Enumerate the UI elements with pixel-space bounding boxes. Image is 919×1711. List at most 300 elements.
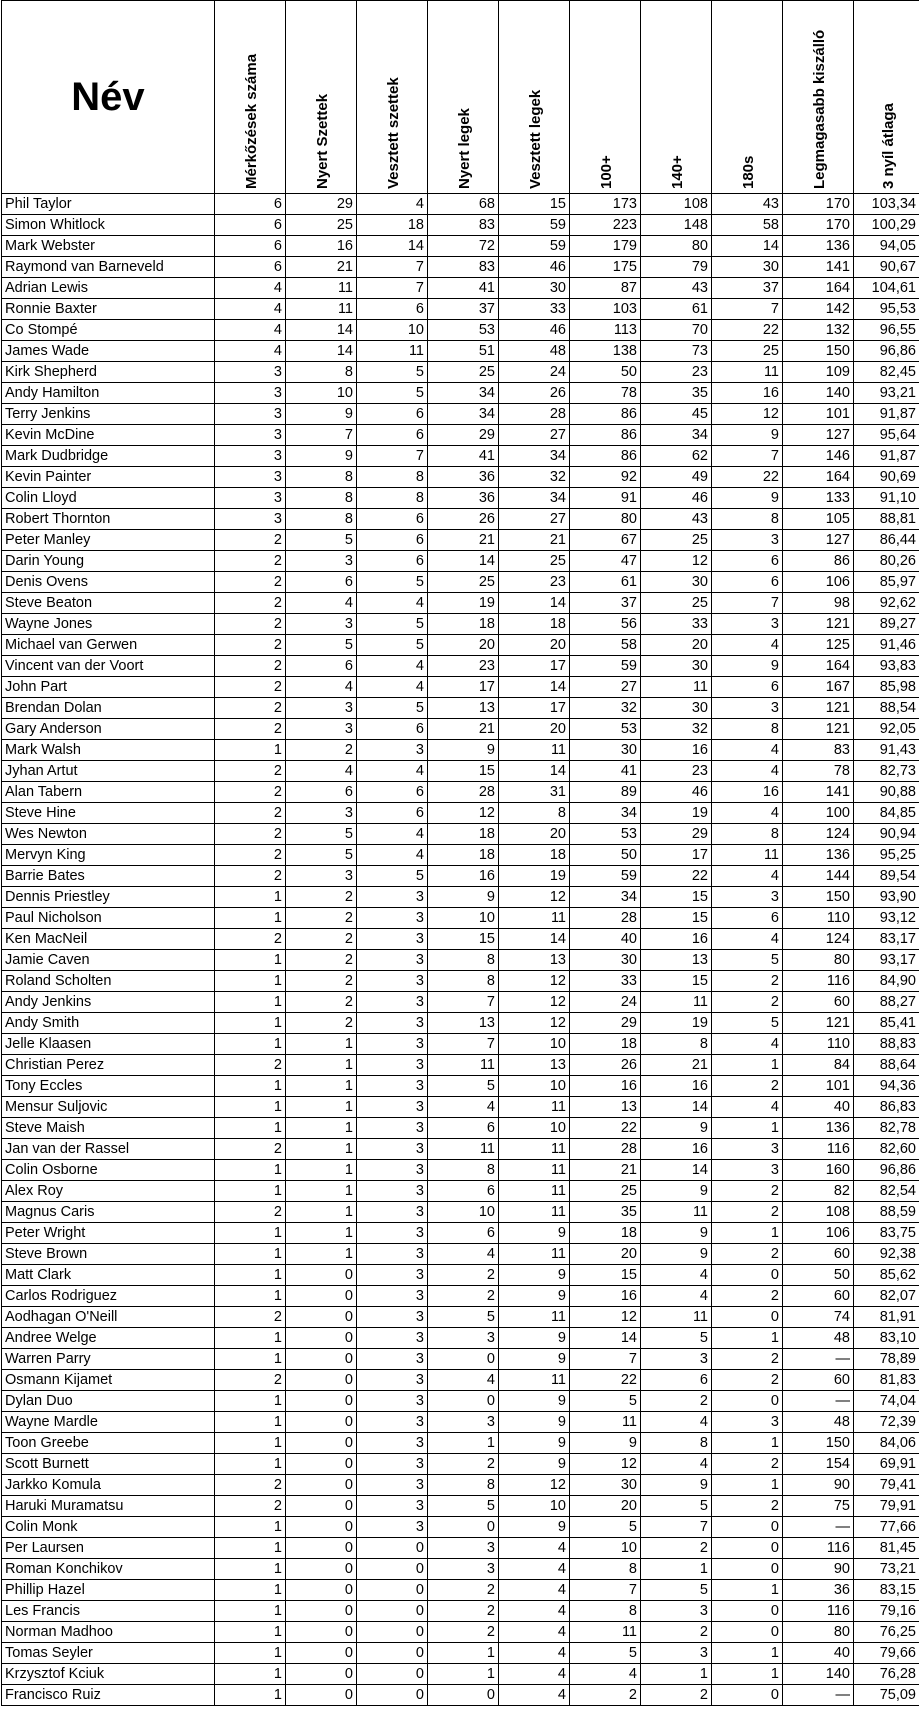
stat-cell: 2 xyxy=(215,824,286,845)
stat-cell: 91,87 xyxy=(854,446,919,467)
column-header-name: Név xyxy=(2,1,215,194)
table-row xyxy=(2,635,919,656)
stat-cell: 26 xyxy=(499,383,570,404)
stat-cell: 5 xyxy=(286,530,357,551)
player-name-cell: Simon Whitlock xyxy=(2,215,215,236)
stat-cell: 11 xyxy=(499,1370,570,1391)
stat-cell: 19 xyxy=(499,866,570,887)
stat-cell: 58 xyxy=(570,635,641,656)
stat-cell: 11 xyxy=(499,908,570,929)
stat-cell: 3 xyxy=(357,929,428,950)
stat-cell: 0 xyxy=(286,1517,357,1538)
stat-cell: 15 xyxy=(499,194,570,215)
stat-cell: 1 xyxy=(215,1454,286,1475)
stat-cell: 4 xyxy=(641,1286,712,1307)
column-header-label: Nyert legek xyxy=(456,108,473,189)
stat-cell: 19 xyxy=(428,593,499,614)
stat-cell: 81,83 xyxy=(854,1370,919,1391)
stat-cell: 2 xyxy=(712,992,783,1013)
stat-cell: 0 xyxy=(712,1622,783,1643)
stat-cell: 16 xyxy=(641,740,712,761)
stat-cell: 3 xyxy=(357,950,428,971)
table-row xyxy=(2,383,919,404)
stat-cell: 92,62 xyxy=(854,593,919,614)
player-name-cell: Carlos Rodriguez xyxy=(2,1286,215,1307)
stat-cell: 5 xyxy=(357,572,428,593)
stat-cell: 67 xyxy=(570,530,641,551)
table-row xyxy=(2,719,919,740)
stat-cell: 95,25 xyxy=(854,845,919,866)
stat-cell: 13 xyxy=(570,1097,641,1118)
table-row xyxy=(2,1622,919,1643)
stat-cell: 8 xyxy=(428,1160,499,1181)
stat-cell: 86 xyxy=(570,404,641,425)
table-row xyxy=(2,1496,919,1517)
stat-cell: 0 xyxy=(357,1622,428,1643)
stat-cell: 83 xyxy=(428,215,499,236)
column-header xyxy=(854,1,919,194)
player-name-cell: Roman Konchikov xyxy=(2,1559,215,1580)
stat-cell: 13 xyxy=(428,698,499,719)
stat-cell: 21 xyxy=(499,530,570,551)
column-header-label: 140+ xyxy=(669,155,686,189)
stat-cell: 7 xyxy=(357,446,428,467)
stat-cell: 121 xyxy=(783,698,854,719)
stat-cell: 8 xyxy=(428,971,499,992)
stat-cell: 3 xyxy=(215,404,286,425)
stat-cell: 2 xyxy=(286,950,357,971)
stat-cell: 37 xyxy=(712,278,783,299)
stat-cell: 6 xyxy=(712,908,783,929)
stat-cell: 0 xyxy=(286,1265,357,1286)
stat-cell: 2 xyxy=(712,1202,783,1223)
stat-cell: 6 xyxy=(215,215,286,236)
stat-cell: 3 xyxy=(357,1034,428,1055)
stat-cell: 11 xyxy=(499,1202,570,1223)
stat-cell: 14 xyxy=(641,1160,712,1181)
stat-cell: 3 xyxy=(357,1076,428,1097)
stat-cell: 10 xyxy=(428,908,499,929)
stat-cell: 1 xyxy=(215,1580,286,1601)
stat-cell: 4 xyxy=(286,677,357,698)
column-header xyxy=(357,1,428,194)
player-name-cell: Adrian Lewis xyxy=(2,278,215,299)
stat-cell: 2 xyxy=(428,1454,499,1475)
player-name-cell: Michael van Gerwen xyxy=(2,635,215,656)
player-name-cell: Per Laursen xyxy=(2,1538,215,1559)
table-row xyxy=(2,971,919,992)
table-row xyxy=(2,299,919,320)
stat-cell: 90,94 xyxy=(854,824,919,845)
stat-cell: 82,60 xyxy=(854,1139,919,1160)
stat-cell: 4 xyxy=(499,1580,570,1601)
stat-cell: 4 xyxy=(357,824,428,845)
player-name-cell: Dennis Priestley xyxy=(2,887,215,908)
table-row xyxy=(2,572,919,593)
stat-cell: 0 xyxy=(428,1685,499,1706)
stat-cell: 90 xyxy=(783,1559,854,1580)
stat-cell: 6 xyxy=(215,236,286,257)
stat-cell: 110 xyxy=(783,908,854,929)
stat-cell: 89,54 xyxy=(854,866,919,887)
stat-cell: 16 xyxy=(570,1076,641,1097)
stat-cell: 30 xyxy=(499,278,570,299)
stat-cell: 1 xyxy=(215,1160,286,1181)
player-name-cell: Andy Hamilton xyxy=(2,383,215,404)
table-row xyxy=(2,1076,919,1097)
stat-cell: 13 xyxy=(499,950,570,971)
stat-cell: 15 xyxy=(641,971,712,992)
stat-cell: 4 xyxy=(499,1643,570,1664)
table-row xyxy=(2,908,919,929)
stat-cell: 136 xyxy=(783,236,854,257)
player-name-cell: Paul Nicholson xyxy=(2,908,215,929)
stat-cell: 94,05 xyxy=(854,236,919,257)
stat-cell: 2 xyxy=(215,656,286,677)
stat-cell: 3 xyxy=(215,362,286,383)
stat-cell: 1 xyxy=(215,1601,286,1622)
stat-cell: 20 xyxy=(499,635,570,656)
stat-cell: — xyxy=(783,1685,854,1706)
stat-cell: 5 xyxy=(286,845,357,866)
stat-cell: 4 xyxy=(499,1622,570,1643)
stat-cell: 12 xyxy=(712,404,783,425)
stat-cell: 92,38 xyxy=(854,1244,919,1265)
stat-cell: 21 xyxy=(428,719,499,740)
stat-cell: 28 xyxy=(428,782,499,803)
player-name-cell: Osmann Kijamet xyxy=(2,1370,215,1391)
stat-cell: 62 xyxy=(641,446,712,467)
stat-cell: 74,04 xyxy=(854,1391,919,1412)
stat-cell: 18 xyxy=(570,1223,641,1244)
stat-cell: 34 xyxy=(499,446,570,467)
stat-cell: 2 xyxy=(215,698,286,719)
stat-cell: 124 xyxy=(783,824,854,845)
column-header xyxy=(712,1,783,194)
stat-cell: 48 xyxy=(783,1412,854,1433)
player-name-cell: Kirk Shepherd xyxy=(2,362,215,383)
stat-cell: 0 xyxy=(286,1664,357,1685)
stat-cell: 4 xyxy=(712,803,783,824)
player-name-cell: Raymond van Barneveld xyxy=(2,257,215,278)
stat-cell: 0 xyxy=(286,1286,357,1307)
stat-cell: 5 xyxy=(641,1328,712,1349)
table-row xyxy=(2,1328,919,1349)
table-body xyxy=(2,194,919,1706)
stat-cell: 7 xyxy=(357,257,428,278)
stat-cell: 2 xyxy=(215,530,286,551)
stat-cell: 0 xyxy=(357,1559,428,1580)
stat-cell: 1 xyxy=(215,1076,286,1097)
stat-cell: 3 xyxy=(357,908,428,929)
table-row xyxy=(2,1433,919,1454)
stat-cell: 11 xyxy=(712,845,783,866)
stat-cell: 154 xyxy=(783,1454,854,1475)
stat-cell: 11 xyxy=(641,992,712,1013)
stat-cell: 0 xyxy=(286,1475,357,1496)
table-row xyxy=(2,782,919,803)
stat-cell: 5 xyxy=(357,614,428,635)
player-name-cell: Magnus Caris xyxy=(2,1202,215,1223)
stat-cell: 34 xyxy=(428,404,499,425)
stat-cell: 16 xyxy=(286,236,357,257)
stat-cell: 0 xyxy=(428,1391,499,1412)
player-name-cell: Norman Madhoo xyxy=(2,1622,215,1643)
stat-cell: 11 xyxy=(641,1307,712,1328)
player-name-cell: Andree Welge xyxy=(2,1328,215,1349)
stat-cell: 4 xyxy=(357,761,428,782)
stat-cell: 164 xyxy=(783,467,854,488)
stat-cell: 109 xyxy=(783,362,854,383)
stat-cell: 1 xyxy=(712,1475,783,1496)
column-header-label: 3 nyíl átlaga xyxy=(879,103,897,189)
stat-cell: 30 xyxy=(641,572,712,593)
stat-cell: 2 xyxy=(215,845,286,866)
stat-cell: 3 xyxy=(215,509,286,530)
stat-cell: 4 xyxy=(215,299,286,320)
table-row xyxy=(2,593,919,614)
stat-cell: 3 xyxy=(428,1559,499,1580)
stat-cell: 3 xyxy=(641,1601,712,1622)
stat-cell: 3 xyxy=(215,446,286,467)
stat-cell: 3 xyxy=(357,1055,428,1076)
stat-cell: 150 xyxy=(783,887,854,908)
stat-cell: 2 xyxy=(215,803,286,824)
stat-cell: 10 xyxy=(357,320,428,341)
stat-cell: 2 xyxy=(286,971,357,992)
stat-cell: 95,64 xyxy=(854,425,919,446)
stat-cell: 32 xyxy=(641,719,712,740)
stat-cell: 4 xyxy=(499,1601,570,1622)
stat-cell: 91,10 xyxy=(854,488,919,509)
stat-cell: 8 xyxy=(712,824,783,845)
stat-cell: 24 xyxy=(570,992,641,1013)
stat-cell: 6 xyxy=(712,572,783,593)
stat-cell: 5 xyxy=(357,635,428,656)
stat-cell: 1 xyxy=(215,1622,286,1643)
stat-cell: 60 xyxy=(783,1370,854,1391)
stat-cell: 2 xyxy=(712,1349,783,1370)
stat-cell: 9 xyxy=(286,404,357,425)
stat-cell: 91 xyxy=(570,488,641,509)
stat-cell: 0 xyxy=(712,1538,783,1559)
stat-cell: 4 xyxy=(570,1664,641,1685)
stat-cell: 1 xyxy=(215,950,286,971)
stat-cell: 8 xyxy=(286,488,357,509)
stat-cell: 17 xyxy=(499,698,570,719)
stat-cell: 3 xyxy=(286,614,357,635)
stat-cell: 91,87 xyxy=(854,404,919,425)
stat-cell: 4 xyxy=(499,1664,570,1685)
stat-cell: 5 xyxy=(357,362,428,383)
stat-cell: 3 xyxy=(428,1538,499,1559)
stat-cell: 78 xyxy=(783,761,854,782)
stat-cell: 86,44 xyxy=(854,530,919,551)
stat-cell: 0 xyxy=(712,1559,783,1580)
stat-cell: 79,41 xyxy=(854,1475,919,1496)
stat-cell: 0 xyxy=(357,1664,428,1685)
stat-cell: 86 xyxy=(570,446,641,467)
stat-cell: 75,09 xyxy=(854,1685,919,1706)
stat-cell: 45 xyxy=(641,404,712,425)
column-header xyxy=(783,1,854,194)
stat-cell: 0 xyxy=(712,1265,783,1286)
stat-cell: 22 xyxy=(712,320,783,341)
stat-cell: 1 xyxy=(215,1013,286,1034)
stat-cell: 125 xyxy=(783,635,854,656)
stat-cell: 1 xyxy=(215,1391,286,1412)
stat-cell: 104,61 xyxy=(854,278,919,299)
player-name-cell: Aodhagan O'Neill xyxy=(2,1307,215,1328)
column-header xyxy=(499,1,570,194)
stat-cell: 1 xyxy=(215,1244,286,1265)
stat-cell: 0 xyxy=(286,1643,357,1664)
stat-cell: 1 xyxy=(428,1433,499,1454)
player-name-cell: Mark Webster xyxy=(2,236,215,257)
stat-cell: 2 xyxy=(712,1286,783,1307)
stat-cell: 86,83 xyxy=(854,1097,919,1118)
stat-cell: 3 xyxy=(357,1244,428,1265)
table-row xyxy=(2,215,919,236)
stat-cell: 116 xyxy=(783,971,854,992)
stat-cell: 8 xyxy=(286,509,357,530)
stat-cell: 5 xyxy=(357,383,428,404)
column-header-label: Vesztett legek xyxy=(527,89,544,189)
table-row xyxy=(2,992,919,1013)
stat-cell: 4 xyxy=(215,278,286,299)
table-row xyxy=(2,845,919,866)
stat-cell: 41 xyxy=(570,761,641,782)
stat-cell: 1 xyxy=(641,1559,712,1580)
stat-cell: 106 xyxy=(783,1223,854,1244)
stat-cell: 76,25 xyxy=(854,1622,919,1643)
stat-cell: 2 xyxy=(641,1622,712,1643)
stat-cell: 9 xyxy=(499,1454,570,1475)
stat-cell: 80 xyxy=(641,236,712,257)
stat-cell: 1 xyxy=(712,1328,783,1349)
player-name-cell: Brendan Dolan xyxy=(2,698,215,719)
stat-cell: 30 xyxy=(570,1475,641,1496)
stat-cell: 3 xyxy=(357,1139,428,1160)
table-row xyxy=(2,1664,919,1685)
stat-cell: 27 xyxy=(499,425,570,446)
stat-cell: 3 xyxy=(357,740,428,761)
stat-cell: 142 xyxy=(783,299,854,320)
stat-cell: 36 xyxy=(428,488,499,509)
player-name-cell: Steve Brown xyxy=(2,1244,215,1265)
stat-cell: 4 xyxy=(215,320,286,341)
stat-cell: 84 xyxy=(783,1055,854,1076)
stat-cell: 82,78 xyxy=(854,1118,919,1139)
stat-cell: 3 xyxy=(286,803,357,824)
player-name-cell: Wes Newton xyxy=(2,824,215,845)
stat-cell: 30 xyxy=(641,698,712,719)
stat-cell: 15 xyxy=(428,761,499,782)
stat-cell: 29 xyxy=(570,1013,641,1034)
stat-cell: 1 xyxy=(286,1181,357,1202)
stat-cell: 7 xyxy=(570,1580,641,1601)
stat-cell: 0 xyxy=(286,1307,357,1328)
stat-cell: 2 xyxy=(712,971,783,992)
stat-cell: 2 xyxy=(641,1685,712,1706)
stat-cell: 1 xyxy=(215,1517,286,1538)
stat-cell: 4 xyxy=(428,1097,499,1118)
stat-cell: 11 xyxy=(428,1139,499,1160)
stat-cell: 49 xyxy=(641,467,712,488)
stat-cell: 22 xyxy=(641,866,712,887)
stat-cell: 17 xyxy=(499,656,570,677)
table-row xyxy=(2,1538,919,1559)
stat-cell: 4 xyxy=(428,1244,499,1265)
stat-cell: 4 xyxy=(641,1412,712,1433)
stat-cell: 29 xyxy=(286,194,357,215)
stat-cell: 1 xyxy=(215,971,286,992)
table-row xyxy=(2,425,919,446)
stat-cell: 108 xyxy=(783,1202,854,1223)
column-header xyxy=(215,1,286,194)
stat-cell: 40 xyxy=(570,929,641,950)
stat-cell: 9 xyxy=(712,425,783,446)
stat-cell: 8 xyxy=(570,1601,641,1622)
stat-cell: 18 xyxy=(570,1034,641,1055)
stat-cell: 1 xyxy=(712,1055,783,1076)
table-row xyxy=(2,1118,919,1139)
stat-cell: 24 xyxy=(499,362,570,383)
stat-cell: 12 xyxy=(499,1475,570,1496)
stat-cell: 78 xyxy=(570,383,641,404)
stat-cell: 5 xyxy=(428,1496,499,1517)
stat-cell: 0 xyxy=(428,1349,499,1370)
stat-cell: 30 xyxy=(570,950,641,971)
stat-cell: 2 xyxy=(215,677,286,698)
stat-cell: 3 xyxy=(357,887,428,908)
stat-cell: 8 xyxy=(286,467,357,488)
player-name-cell: Warren Parry xyxy=(2,1349,215,1370)
stat-cell: 6 xyxy=(357,803,428,824)
stat-cell: 1 xyxy=(286,1097,357,1118)
player-name-cell: Les Francis xyxy=(2,1601,215,1622)
stat-cell: 80 xyxy=(783,1622,854,1643)
stat-cell: 21 xyxy=(641,1055,712,1076)
stat-cell: 1 xyxy=(215,1223,286,1244)
player-name-cell: Jyhan Artut xyxy=(2,761,215,782)
table-row xyxy=(2,1685,919,1706)
stat-cell: 14 xyxy=(286,320,357,341)
stat-cell: 1 xyxy=(712,1664,783,1685)
stat-cell: 1 xyxy=(712,1118,783,1139)
stat-cell: 1 xyxy=(215,1034,286,1055)
stat-cell: 11 xyxy=(499,740,570,761)
stat-cell: 93,90 xyxy=(854,887,919,908)
stat-cell: 6 xyxy=(286,656,357,677)
stat-cell: 150 xyxy=(783,1433,854,1454)
stat-cell: 16 xyxy=(641,1076,712,1097)
stat-cell: 3 xyxy=(357,1097,428,1118)
stat-cell: 26 xyxy=(428,509,499,530)
stat-cell: 1 xyxy=(215,1685,286,1706)
player-name-cell: Kevin Painter xyxy=(2,467,215,488)
stat-cell: 37 xyxy=(428,299,499,320)
stat-cell: 6 xyxy=(357,299,428,320)
stat-cell: 2 xyxy=(428,1622,499,1643)
stat-cell: 0 xyxy=(286,1580,357,1601)
table-row xyxy=(2,1412,919,1433)
stat-cell: 4 xyxy=(286,761,357,782)
stat-cell: 26 xyxy=(570,1055,641,1076)
stat-cell: 1 xyxy=(286,1076,357,1097)
stat-cell: 7 xyxy=(570,1349,641,1370)
stat-cell: 3 xyxy=(357,1391,428,1412)
